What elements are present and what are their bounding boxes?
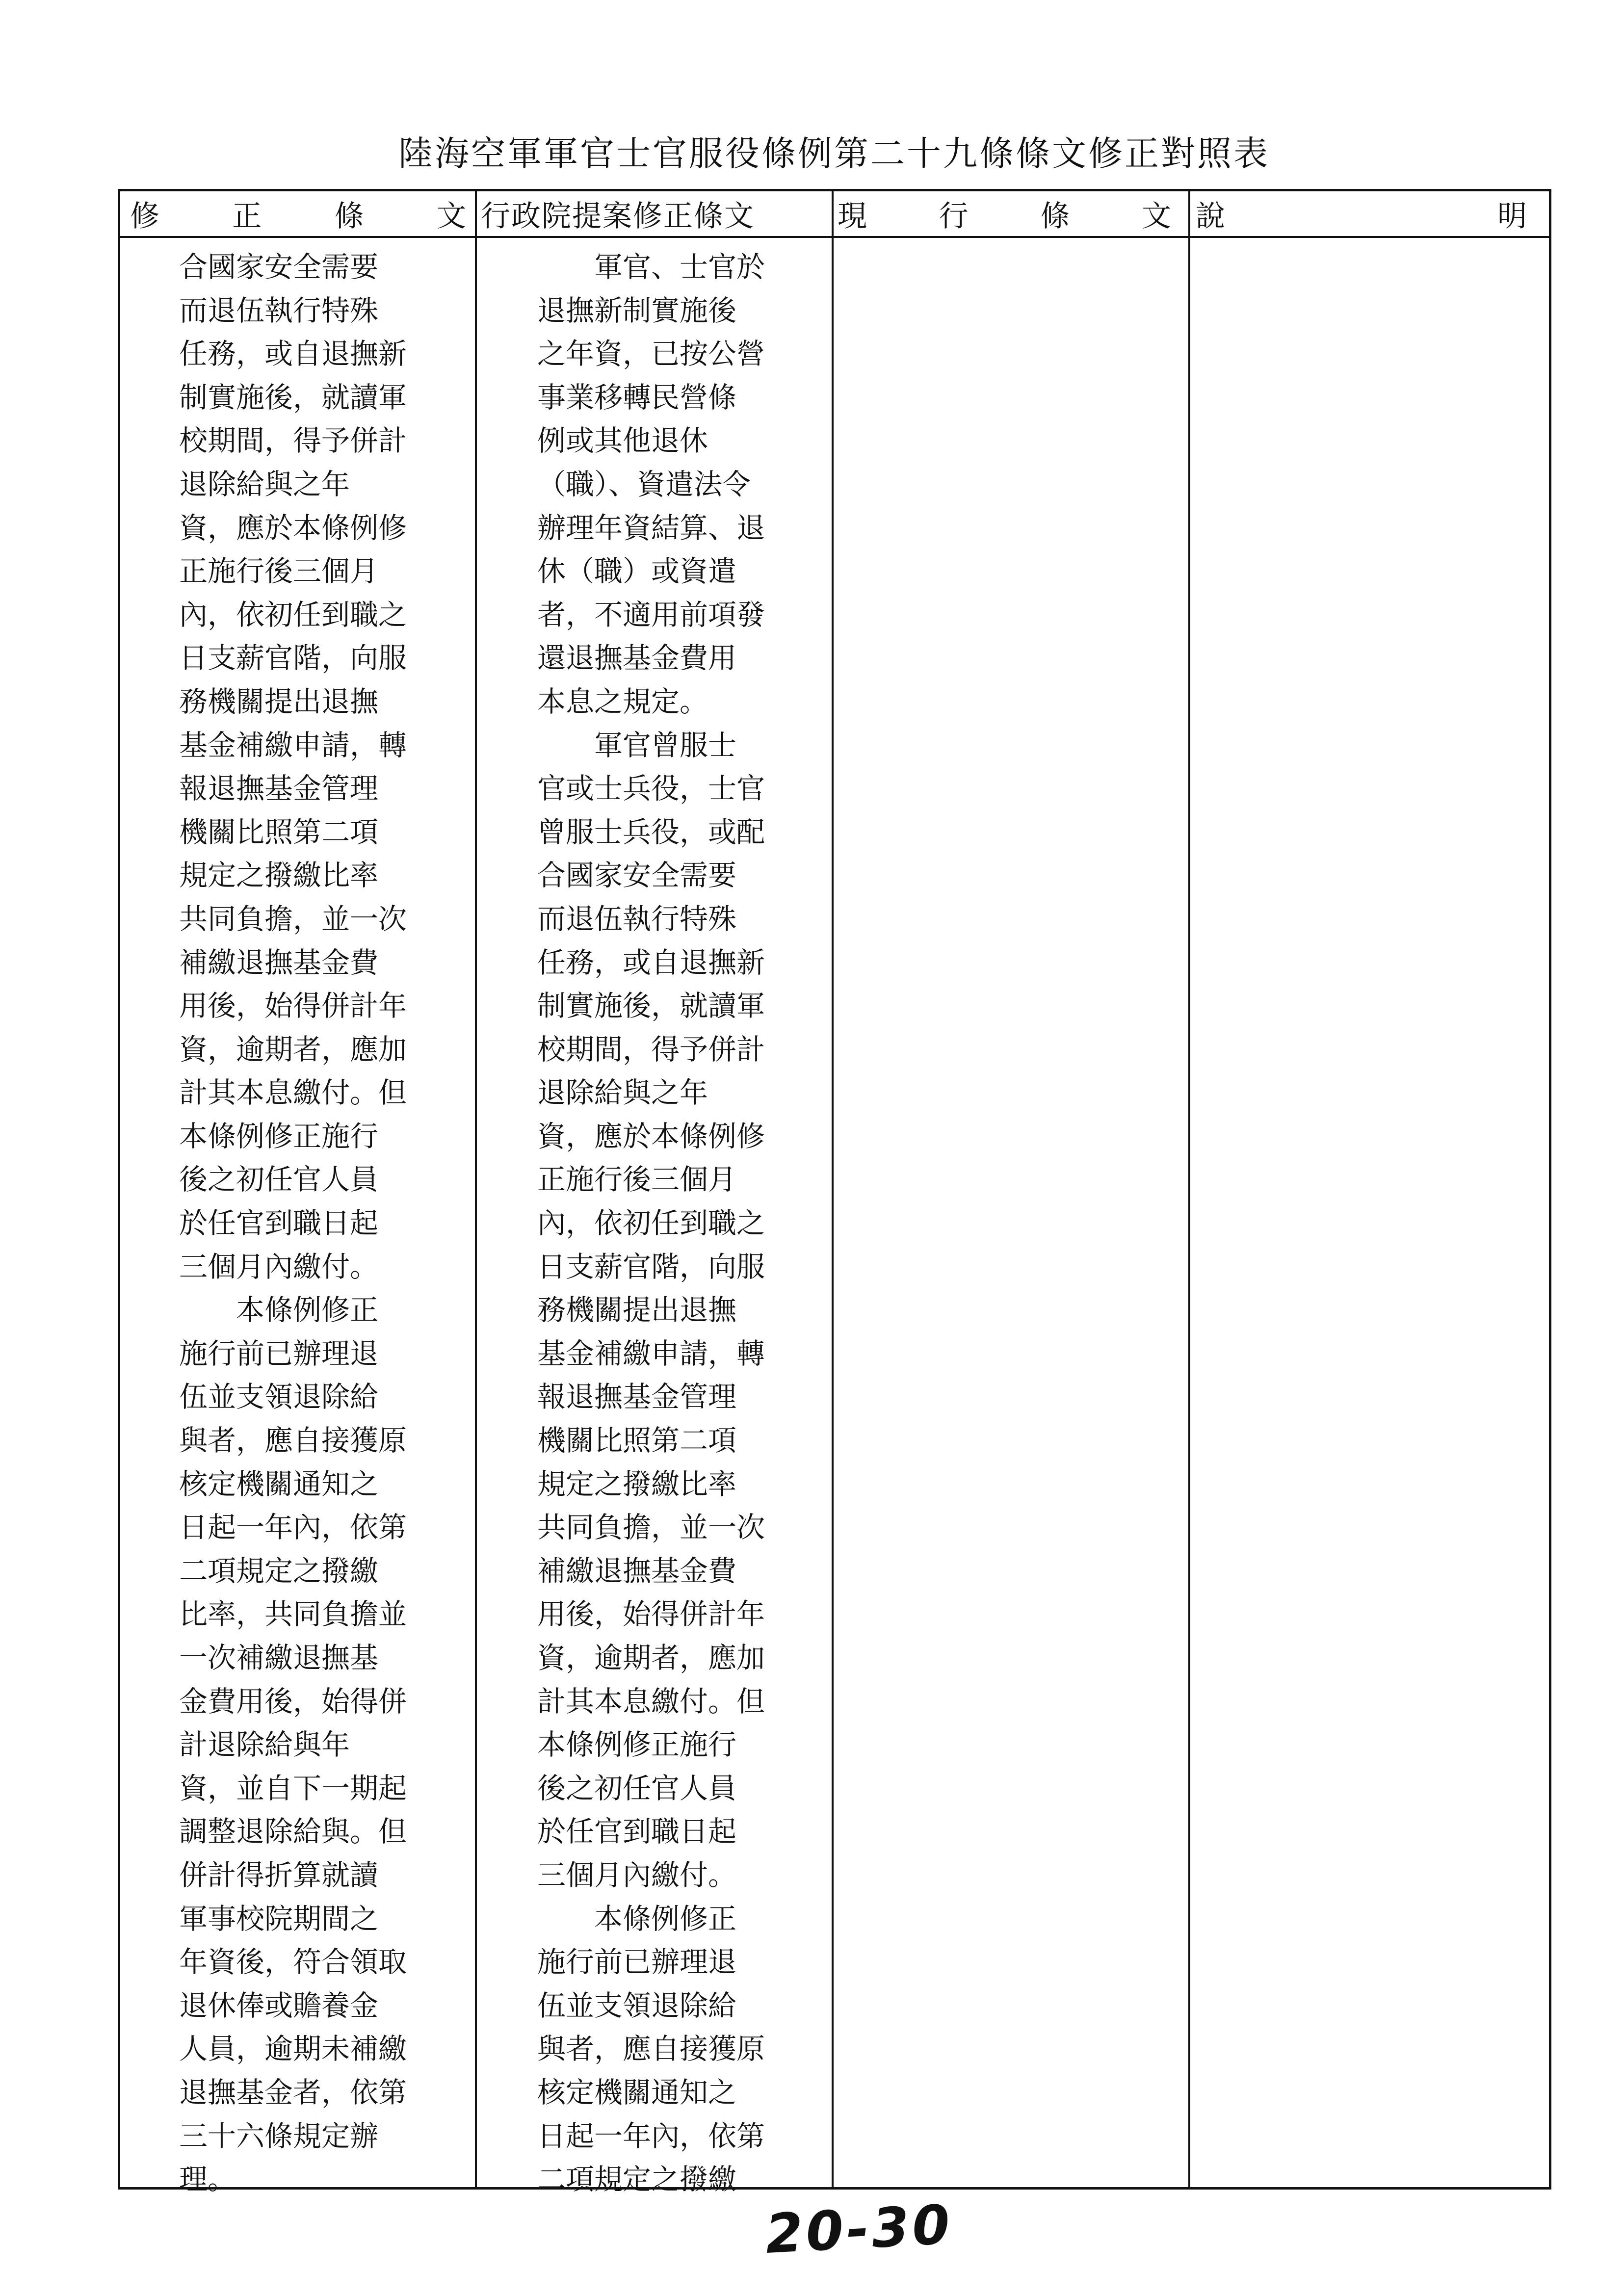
revised_text-line: 資，並自下一期起 [179,1771,407,1805]
column-divider [1188,191,1190,2187]
cabinet_text-line: 正施行後三個月 [537,1163,737,1197]
revised_text-line: 資，應於本條例修 [179,511,407,545]
revised_text-line: 本條例修正 [179,1293,379,1327]
cabinet_text-line: 規定之撥繳比率 [537,1467,737,1501]
cabinet_text-line: 退除給與之年 [537,1076,708,1110]
revised_text-line: 年資後，符合領取 [179,1945,407,1979]
column-divider [832,191,834,2187]
cabinet_text-line: 曾服士兵役，或配 [537,815,765,849]
cabinet_text-line: 本息之規定。 [537,684,708,718]
header-char: 正 [232,199,262,234]
cabinet_text-line: 報退撫基金管理 [537,1380,737,1414]
cabinet_text-line: 共同負擔，並一次 [537,1511,765,1544]
revised_text-line: 二項規定之撥繳 [179,1554,379,1588]
comparison-table [118,189,1551,2196]
cabinet_text-line: 例或其他退休 [537,424,708,458]
cabinet_text-line: 基金補繳申請，轉 [537,1336,765,1370]
revised_text-line: 制實施後，就讀軍 [179,380,407,414]
cabinet_text-line: （職）、資遣法令 [537,467,751,501]
cabinet_text-line: 官或士兵役，士官 [537,772,765,806]
revised_text-line: 金費用後，始得併 [179,1684,407,1718]
revised_text-line: 一次補繳退撫基 [179,1641,379,1674]
page-number: 20-30 [763,2193,954,2266]
revised_text-line: 日起一年內，依第 [179,1511,407,1544]
cabinet_text-line: 而退伍執行特殊 [537,902,737,936]
cabinet_text-line: 本條例修正 [537,1902,737,1935]
cabinet_text-line: 校期間，得予併計 [537,1032,765,1066]
header-char: 明 [1497,199,1527,234]
cabinet_text-line: 事業移轉民營條 [537,380,737,414]
page-title: 陸海空軍軍官士官服役條例第二十九條條文修正對照表 [398,133,1270,174]
header-char: 條 [1040,199,1070,234]
cabinet_text-line: 施行前已辦理退 [537,1945,737,1979]
cabinet_text-line: 後之初任官人員 [537,1771,737,1805]
revised_text-line: 比率，共同負擔並 [179,1597,407,1631]
header-char: 文 [436,199,466,234]
cabinet_text-line: 者，不適用前項發 [537,598,765,631]
cabinet_text-line: 辦理年資結算、退 [537,511,765,545]
cabinet_text-line: 還退撫基金費用 [537,641,737,675]
revised_text-line: 校期間，得予併計 [179,424,407,458]
revised_text-line: 三十六條規定辦 [179,2119,379,2153]
cabinet_text-line: 與者，應自接獲原 [537,2032,765,2066]
revised_text-line: 退休俸或贍養金 [179,1988,379,2022]
revised_text-line: 施行前已辦理退 [179,1336,379,1370]
cabinet-text-column [537,245,765,2201]
revised_text-line: 用後，始得併計年 [179,989,407,1023]
header-char: 現 [838,199,867,234]
revised_text-line: 併計得折算就讀 [179,1858,379,1892]
revised_text-line: 三個月內繳付。 [179,1250,379,1283]
column-divider [475,191,477,2187]
cabinet_text-line: 三個月內繳付。 [537,1858,737,1892]
revised_text-line: 後之初任官人員 [179,1163,379,1197]
header-char: 條 [334,199,364,234]
cabinet_text-line: 制實施後，就讀軍 [537,989,765,1023]
cabinet_text-line: 軍官曾服士 [537,728,737,762]
revised_text-line: 人員，逾期未補繳 [179,2032,407,2066]
cabinet_text-line: 補繳退撫基金費 [537,1554,737,1588]
cabinet_text-line: 二項規定之撥繳 [537,2163,737,2196]
header-divider [120,236,1549,238]
revised_text-line: 調整退除給與。但 [179,1815,407,1849]
header-char: 文 [1141,199,1171,234]
revised_text-line: 資，逾期者，應加 [179,1032,407,1066]
header-char: 說 [1196,199,1225,234]
cabinet_text-line: 資，逾期者，應加 [537,1641,765,1674]
revised_text-line: 核定機關通知之 [179,1467,379,1501]
cabinet_text-line: 內，依初任到職之 [537,1206,765,1240]
header-char: 修 [130,199,159,234]
revised_text-line: 正施行後三個月 [179,554,379,588]
header-char: 行 [939,199,969,234]
cabinet_text-line: 務機關提出退撫 [537,1293,737,1327]
cabinet_text-line: 軍官、士官於 [537,250,765,284]
revised_text-line: 退除給與之年 [179,467,350,501]
header-label: 行政院提案修正條文 [481,199,755,234]
cabinet_text-line: 於任官到職日起 [537,1815,737,1849]
revised_text-line: 計其本息繳付。但 [179,1076,407,1110]
revised_text-line: 機關比照第二項 [179,815,379,849]
revised-text-column [179,245,407,2201]
revised_text-line: 共同負擔，並一次 [179,902,407,936]
header-cabinet-text [481,191,819,236]
header-revised-text [130,191,466,236]
revised_text-line: 計退除給與年 [179,1728,350,1762]
revised_text-line: 而退伍執行特殊 [179,293,379,327]
revised_text-line: 本條例修正施行 [179,1119,379,1153]
cabinet_text-line: 用後，始得併計年 [537,1597,765,1631]
cabinet_text-line: 退撫新制實施後 [537,293,737,327]
revised_text-line: 報退撫基金管理 [179,772,379,806]
cabinet_text-line: 日支薪官階，向服 [537,1250,765,1283]
cabinet_text-line: 伍並支領退除給 [537,1988,737,2022]
cabinet_text-line: 任務，或自退撫新 [537,945,765,979]
revised_text-line: 基金補繳申請，轉 [179,728,407,762]
revised_text-line: 軍事校院期間之 [179,1902,379,1935]
revised_text-line: 日支薪官階，向服 [179,641,407,675]
revised_text-line: 規定之撥繳比率 [179,859,379,892]
header-explanation [1196,191,1527,236]
cabinet_text-line: 機關比照第二項 [537,1424,737,1458]
cabinet_text-line: 資，應於本條例修 [537,1119,765,1153]
revised_text-line: 於任官到職日起 [179,1206,379,1240]
cabinet_text-line: 日起一年內，依第 [537,2119,765,2153]
cabinet_text-line: 本條例修正施行 [537,1728,737,1762]
cabinet_text-line: 休（職）或資遣 [537,554,737,588]
revised_text-line: 伍並支領退除給 [179,1380,379,1414]
revised_text-line: 任務，或自退撫新 [179,337,407,371]
cabinet_text-line: 核定機關通知之 [537,2075,737,2109]
revised_text-line: 與者，應自接獲原 [179,1424,407,1458]
header-current-text [838,191,1171,236]
revised_text-line: 退撫基金者，依第 [179,2075,407,2109]
cabinet_text-line: 合國家安全需要 [537,859,737,892]
cabinet_text-line: 之年資，已按公營 [537,337,765,371]
revised_text-line: 補繳退撫基金費 [179,945,379,979]
cabinet_text-line: 計其本息繳付。但 [537,1684,765,1718]
revised_text-line: 理。 [179,2163,236,2196]
revised_text-line: 內，依初任到職之 [179,598,407,631]
revised_text-line: 務機關提出退撫 [179,684,379,718]
revised_text-line: 合國家安全需要 [179,250,379,284]
